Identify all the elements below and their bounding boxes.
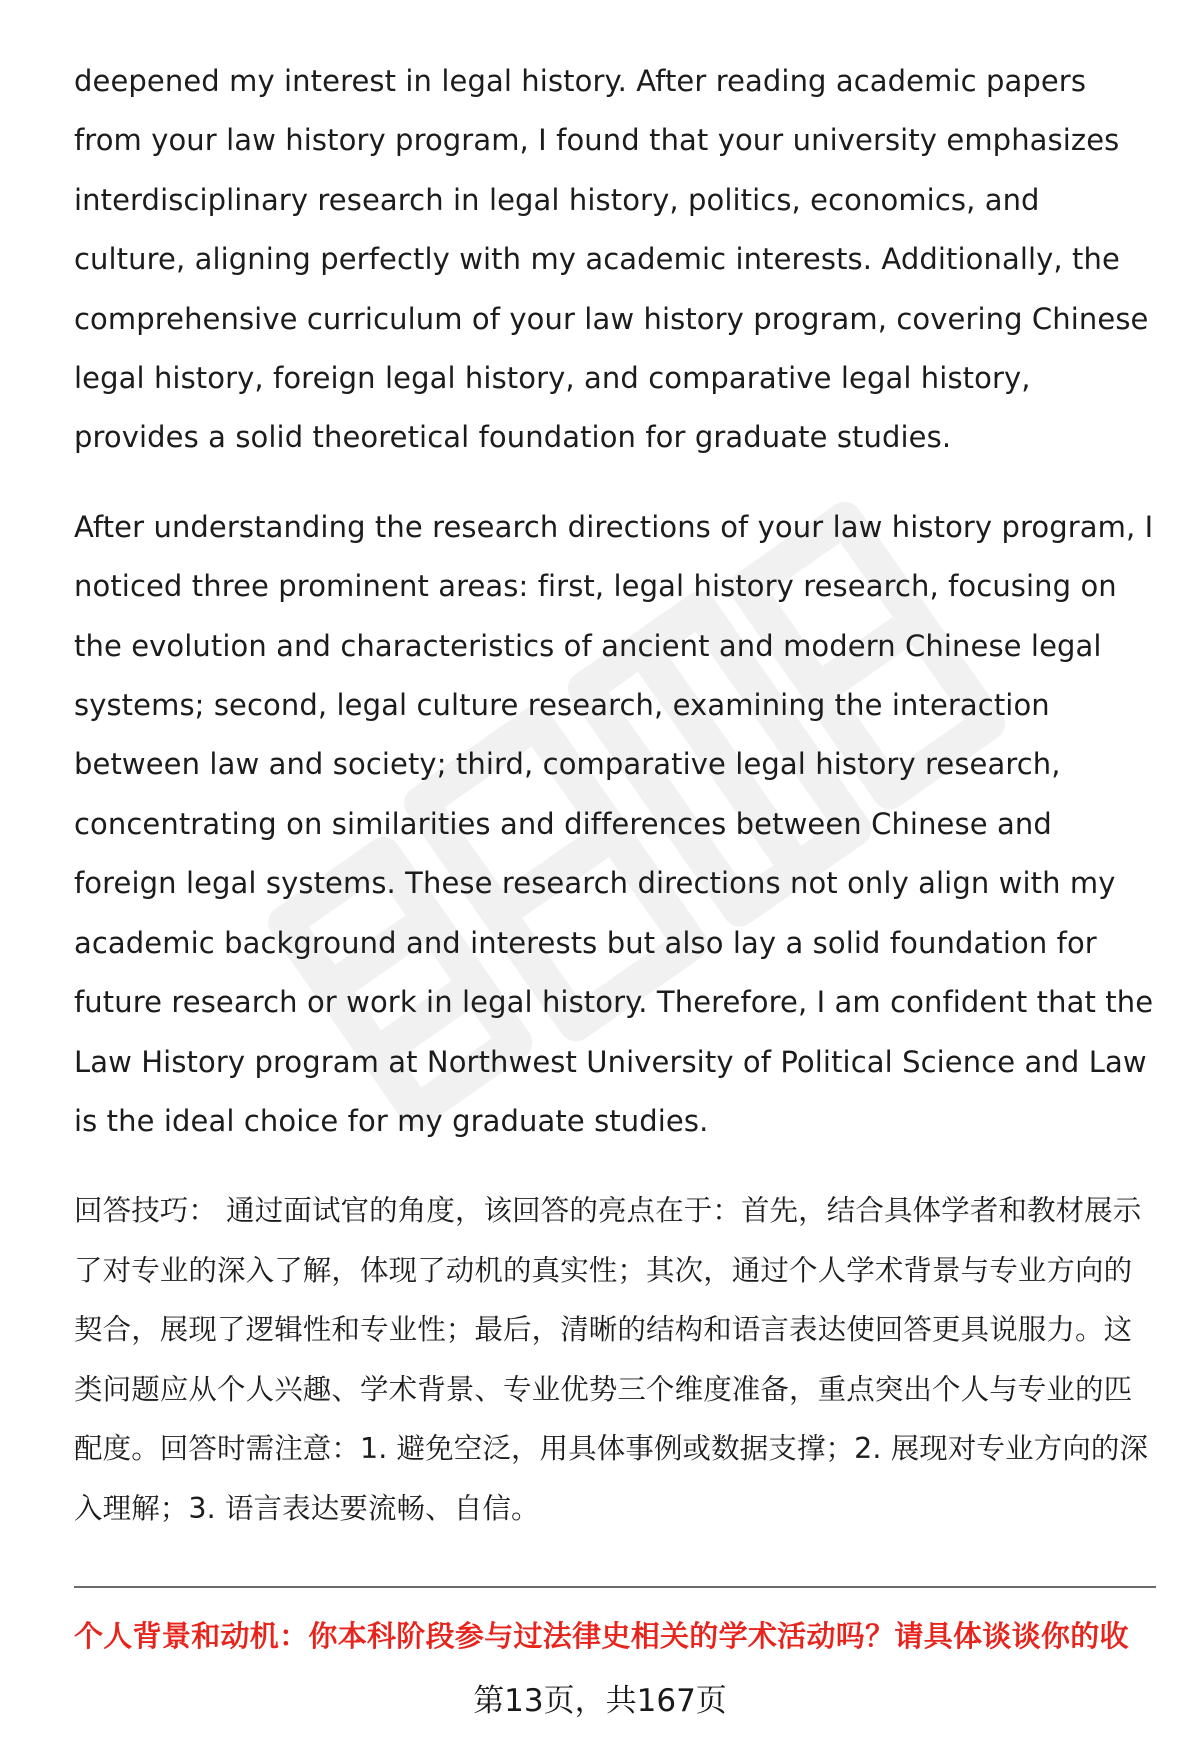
body-content: [74, 52, 1160, 1538]
section-divider: [74, 1586, 1156, 1588]
answer-tips-paragraph: 回答技巧： 通过面试官的角度，该回答的亮点在于：首先，结合具体学者和教材展示了对专业的深入了解，体现了动机的真实性；其次，通过个人学术背景与专业方向的契合，展现了逻辑性和专业性；最后，清晰的结构和语言表达使回答更具说服力。这类问题应从个人兴趣、学术背景、专业优势三个维度准备，重点突出个人与专业的匹配度。回答时需注意：1. 避免空泛，用具体事例或数据支撑；2. 展现对专业方向的深入理解；3. 语言表达要流畅、自信。: [74, 1194, 1149, 1525]
page-number: 第13页，共167页: [473, 1683, 727, 1719]
body-paragraph-1: deepened my interest in legal history. After reading academic papers from your law history program, I found that your university emphasizes interdisciplinary research in legal history, politics, economics, and culture, aligning perfectly with my academic interests. Additionally, the comprehensive curriculum of your law history program, covering Chinese legal history, foreign legal history, and comparative legal history, provides a solid theoretical foundation for graduate studies.: [74, 64, 1149, 455]
body-paragraph-2: After understanding the research directions of your law history program, I noticed three prominent areas: first, legal history research, focusing on the evolution and characteristics of ancient and modern Chinese legal systems; second, legal culture research, examining the interaction between law and society; third, comparative legal history research, concentrating on similarities and differences between Chinese and foreign legal systems. These research directions not only align with my academic background and interests but also lay a solid foundation for future research or work in legal history. Therefore, I am confident that the Law History program at Northwest University of Political Science and Law is the ideal choice for my graduate studies.: [74, 509, 1154, 1138]
next-question-heading: 个人背景和动机：你本科阶段参与过法律史相关的学术活动吗？请具体谈谈你的收: [74, 1619, 1129, 1653]
